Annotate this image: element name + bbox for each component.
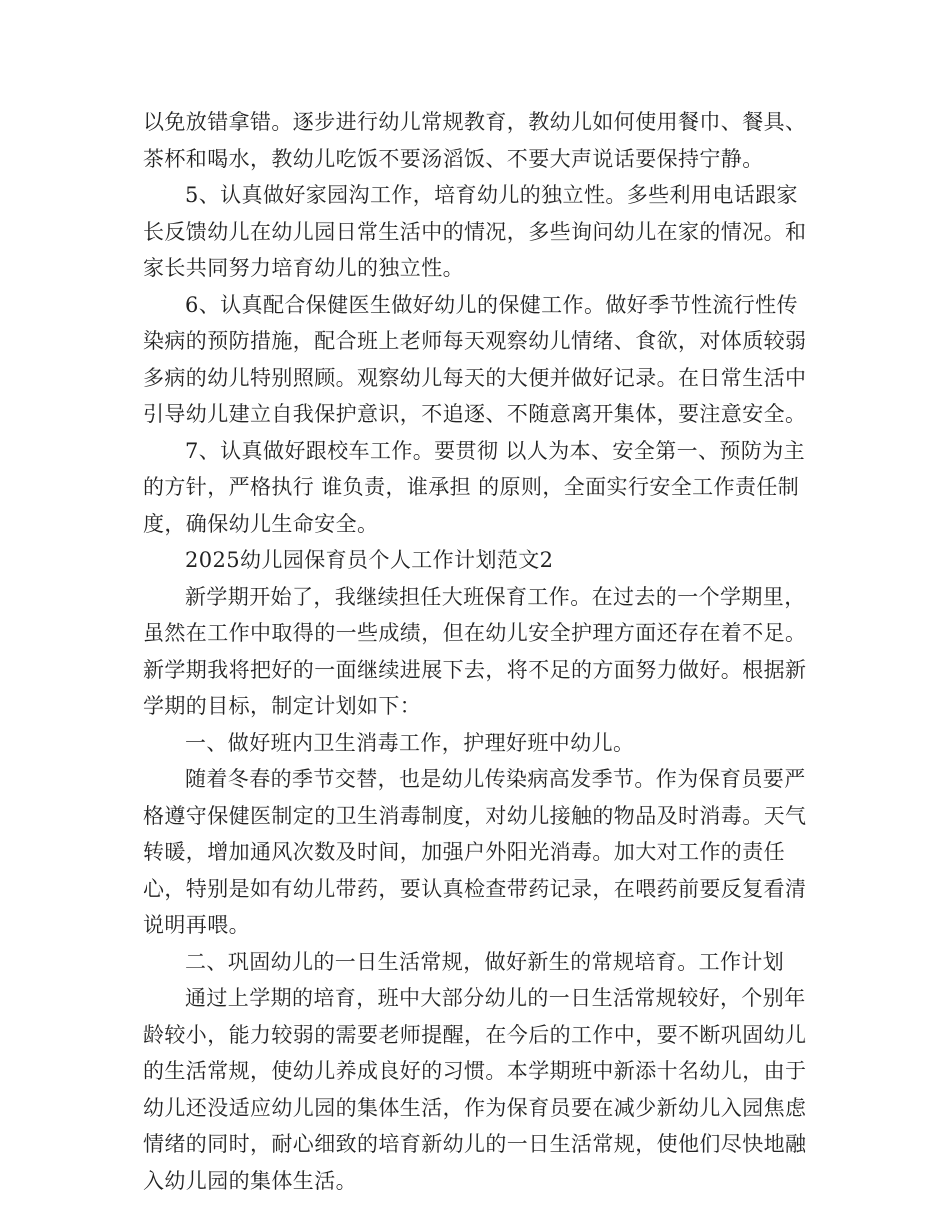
paragraph-item-6: 6、认真配合保健医生做好幼儿的保健工作。做好季节性流行性传染病的预防措施，配合班上老师每天观察幼儿情绪、食欲，对体质较弱多病的幼儿特别照顾。观察幼儿每天的大便并做好记录。在日常生活中引导幼儿建立自我保护意识，不追逐、不随意离开集体，要注意安全。 [143, 292, 807, 426]
paragraph-item-7: 7、认真做好跟校车工作。要贯彻 以人为本、安全第一、预防为主 的方针，严格执行 谁负责，谁承担 的原则，全面实行安全工作责任制度，确保幼儿生命安全。 [143, 438, 806, 536]
section-title: 2025幼儿园保育员个人工作计划范文2 [185, 548, 554, 572]
paragraph-1: 以免放错拿错。逐步进行幼儿常规教育，教幼儿如何使用餐巾、餐具、茶杯和喝水，教幼儿吃饭不要汤滔饭、不要大声说话要保持宁静。 [143, 110, 807, 171]
paragraph-section-2: 通过上学期的培育，班中大部分幼儿的一日生活常规较好，个别年龄较小，能力较弱的需要老师提醒，在今后的工作中，要不断巩固幼儿的生活常规，使幼儿养成良好的习惯。本学期班中新添十名幼儿，由于幼儿还没适应幼儿园的集体生活，作为保育员要在减少新幼儿入园焦虑情绪的同时，耐心细致的培育新幼儿的一日生活常规，使他们尽快地融入幼儿园的集体生活。 [143, 986, 807, 1193]
paragraph-section-1: 随着冬春的季节交替，也是幼儿传染病高发季节。作为保育员要严格遵守保健医制定的卫生消毒制度，对幼儿接触的物品及时消毒。天气转暖，增加通风次数及时间，加强户外阳光消毒。加大对工作的责任心，特别是如有幼儿带药，要认真检查带药记录，在喂药前要反复看清说明再喂。 [143, 767, 807, 937]
document-body [143, 104, 811, 1199]
paragraph-intro: 新学期开始了，我继续担任大班保育工作。在过去的一个学期里，虽然在工作中取得的一些成绩，但在幼儿安全护理方面还存在着不足。新学期我将把好的一面继续进展下去，将不足的方面努力做好。根据新学期的目标，制定计划如下： [143, 584, 807, 718]
heading-section-2: 二、巩固幼儿的一日生活常规，做好新生的常规培育。工作计划 [185, 949, 785, 974]
paragraph-item-5: 5、认真做好家园沟工作，培育幼儿的独立性。多些利用电话跟家长反馈幼儿在幼儿园日常生活中的情况，多些询问幼儿在家的情况。和家长共同努力培育幼儿的独立性。 [143, 183, 807, 280]
heading-section-1: 一、做好班内卫生消毒工作，护理好班中幼儿。 [185, 730, 635, 755]
